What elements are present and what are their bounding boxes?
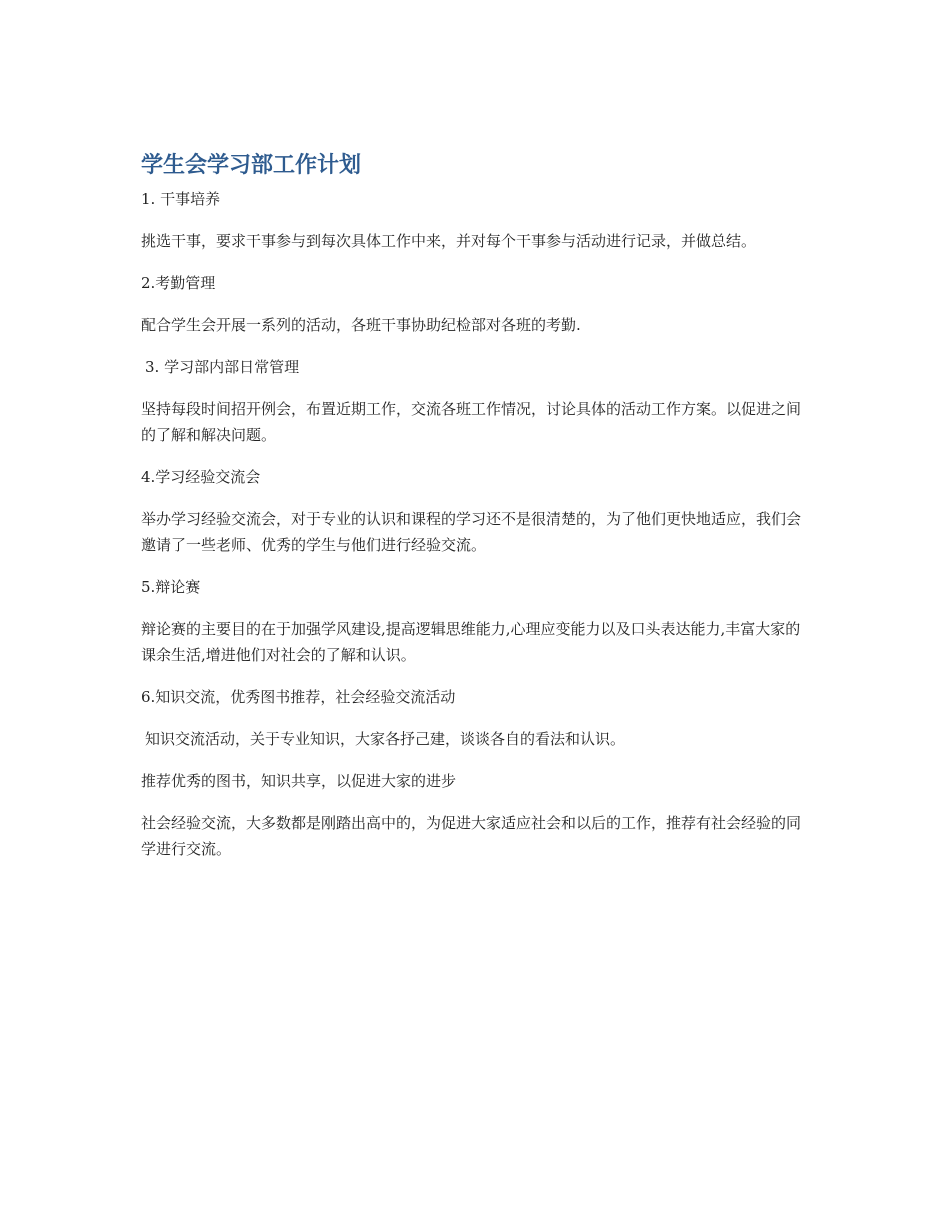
section-paragraph-2-1: 配合学生会开展一系列的活动，各班干事协助纪检部对各班的考勤. xyxy=(141,316,581,334)
section-paragraph-6-1: 知识交流活动，关于专业知识，大家各抒己建，谈谈各自的看法和认识。 xyxy=(145,730,626,748)
section-heading-5: 5.辩论赛 xyxy=(141,578,201,596)
document-body xyxy=(141,150,811,878)
document-title: 学生会学习部工作计划 xyxy=(141,152,362,177)
section-heading-3: 3. 学习部内部日常管理 xyxy=(145,358,300,376)
section-heading-4: 4.学习经验交流会 xyxy=(141,468,261,486)
section-paragraph-1-1: 挑选干事，要求干事参与到每次具体工作中来，并对每个干事参与活动进行记录，并做总结。 xyxy=(141,232,757,250)
section-paragraph-5-1: 辩论赛的主要目的在于加强学风建设,提高逻辑思维能力,心理应变能力以及口头表达能力,丰富大家的课余生活,增进他们对社会的了解和认识。 xyxy=(141,620,801,664)
section-heading-2: 2.考勤管理 xyxy=(141,274,216,292)
section-heading-6: 6.知识交流，优秀图书推荐，社会经验交流活动 xyxy=(141,688,456,706)
section-paragraph-4-1: 举办学习经验交流会，对于专业的认识和课程的学习还不是很清楚的，为了他们更快地适应，我们会邀请了一些老师、优秀的学生与他们进行经验交流。 xyxy=(141,510,802,554)
section-paragraph-6-2: 推荐优秀的图书，知识共享，以促进大家的进步 xyxy=(141,772,457,790)
section-paragraph-6-3: 社会经验交流，大多数都是刚踏出高中的，为促进大家适应社会和以后的工作，推荐有社会经验的同学进行交流。 xyxy=(141,814,802,858)
section-paragraph-3-1: 坚持每段时间招开例会，布置近期工作，交流各班工作情况，讨论具体的活动工作方案。以促进之间的了解和解决问题。 xyxy=(141,400,802,444)
section-heading-1: 1. 干事培养 xyxy=(141,190,221,208)
